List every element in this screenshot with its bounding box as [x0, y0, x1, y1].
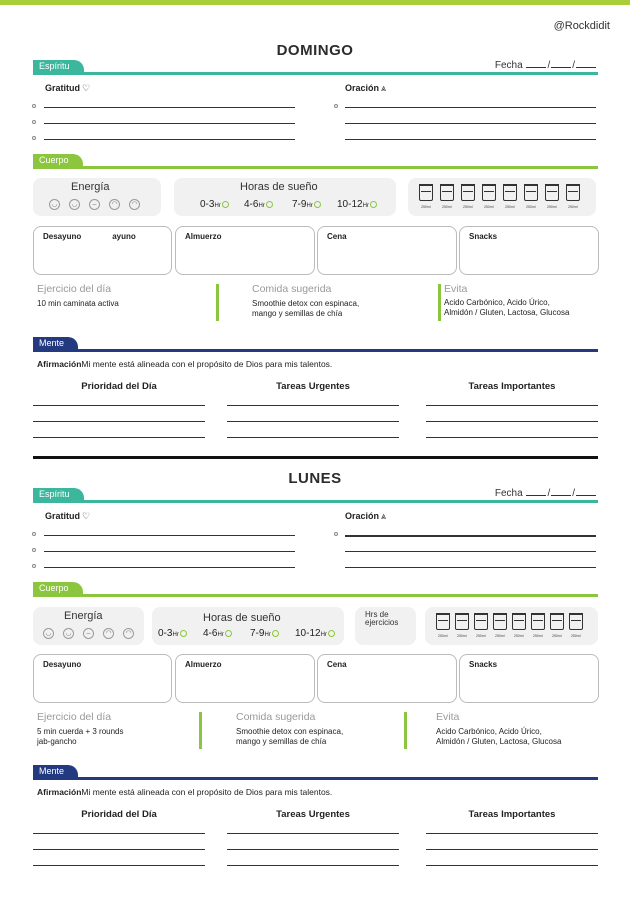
sleep-option-10-12[interactable]: 10-12Hr: [337, 199, 377, 210]
exercise-text: 5 min cuerda + 3 rounds jab-gancho: [37, 727, 124, 746]
meal-suggestion-text: Smoothie detox con espinaca, mango y semillas de chía: [236, 727, 344, 746]
column-separator: [404, 712, 407, 749]
date-label: Fecha: [494, 60, 523, 71]
water-amount-label: 250ml: [438, 634, 448, 638]
sleep-option-10-12[interactable]: 10-12Hr: [295, 628, 335, 639]
radio-circle-icon: [272, 630, 279, 637]
section-tab-espiritu: Espíritu: [33, 488, 84, 501]
gratitude-bullet: [32, 548, 36, 552]
sad-face-icon[interactable]: ◠: [103, 628, 114, 639]
urgent-line[interactable]: [227, 833, 399, 834]
radio-circle-icon: [328, 630, 335, 637]
important-tasks-header: Tareas Importantes: [468, 809, 556, 820]
water-amount-label: 250ml: [568, 205, 578, 209]
gratitude-bullet: [32, 532, 36, 536]
day-title: DOMINGO: [276, 42, 354, 59]
sleep-option-7-9[interactable]: 7-9Hr: [250, 628, 279, 639]
water-amount-label: 250ml: [526, 205, 536, 209]
avoid-title: Evita: [444, 283, 468, 295]
prayer-bullet: [334, 532, 338, 536]
section-line-espiritu: [33, 500, 598, 503]
water-glass-icon[interactable]: [569, 613, 583, 630]
snacks-box[interactable]: [459, 654, 599, 703]
author-handle: @Rockdidit: [553, 20, 610, 32]
water-amount-label: 250ml: [571, 634, 581, 638]
exercise-title: Ejercicio del día: [37, 283, 112, 295]
date-year-blank[interactable]: [576, 488, 596, 496]
water-glass-icon[interactable]: [512, 613, 526, 630]
praying-hands-icon: ⩓: [381, 83, 387, 93]
date-field[interactable]: Fecha / /: [495, 60, 597, 71]
very-sad-face-icon[interactable]: ◠: [129, 199, 140, 210]
breakfast-label: Desayuno ayuno: [43, 232, 136, 241]
day-title: LUNES: [288, 470, 342, 487]
gratitude-line[interactable]: [44, 567, 295, 568]
snacks-label: Snacks: [469, 660, 498, 669]
avoid-text: Acido Carbónico, Acido Úrico, Almidón / Gluten, Lactosa, Glucosa: [444, 298, 570, 317]
exercise-title: Ejercicio del día: [37, 711, 112, 723]
affirmation: AfirmaciónMi mente está alineada con el propósito de Dios para mis talentos.: [37, 787, 333, 797]
section-line-mente: [33, 777, 598, 780]
date-label: Fecha: [494, 488, 523, 499]
prayer-line[interactable]: [345, 535, 596, 537]
water-amount-label: 250ml: [514, 634, 524, 638]
gratitude-line[interactable]: [44, 551, 295, 552]
exercise-text: 10 min caminata activa: [37, 299, 119, 308]
gratitude-bullet: [32, 564, 36, 568]
section-tab-cuerpo: Cuerpo: [33, 154, 83, 167]
water-amount-label: 250ml: [533, 634, 543, 638]
heart-hand-icon: ♡: [82, 83, 91, 93]
radio-circle-icon: [225, 630, 232, 637]
column-separator: [199, 712, 202, 749]
priority-header: Prioridad del Día: [81, 381, 157, 392]
prayer-line[interactable]: [345, 567, 596, 568]
meal-suggestion-text: Smoothie detox con espinaca, mango y semillas de chía: [252, 299, 360, 318]
sleep-option-4-6[interactable]: 4-6Hr: [244, 199, 273, 210]
breakfast-label: Desayuno: [43, 660, 82, 669]
water-glass-icon[interactable]: [474, 613, 488, 630]
section-tab-espiritu: Espíritu: [33, 60, 84, 73]
date-day-blank[interactable]: [526, 488, 546, 496]
date-field[interactable]: Fecha / /: [495, 488, 597, 499]
dinner-label: Cena: [327, 660, 347, 669]
gratitude-line[interactable]: [44, 535, 295, 536]
water-amount-label: 250ml: [505, 205, 515, 209]
water-glass-icon[interactable]: [493, 613, 507, 630]
urgent-line[interactable]: [227, 865, 399, 866]
priority-header: Prioridad del Día: [81, 809, 157, 820]
sleep-label: Horas de sueño: [240, 181, 318, 193]
important-line[interactable]: [426, 849, 598, 850]
lunch-label: Almuerzo: [185, 660, 222, 669]
priority-line[interactable]: [33, 833, 205, 834]
priority-line[interactable]: [33, 865, 205, 866]
section-tab-cuerpo: Cuerpo: [33, 582, 83, 595]
urgent-line[interactable]: [227, 849, 399, 850]
important-tasks-header: Tareas Importantes: [468, 381, 556, 392]
water-amount-label: 250ml: [552, 634, 562, 638]
section-line-cuerpo: [33, 594, 598, 597]
exercise-hours-label: Hrs de ejercicios: [365, 610, 399, 627]
neutral-face-icon[interactable]: –: [89, 199, 100, 210]
heart-hand-icon: ♡: [82, 511, 91, 521]
priority-line[interactable]: [33, 849, 205, 850]
section-tab-mente: Mente: [33, 337, 78, 350]
sleep-option-4-6[interactable]: 4-6Hr: [203, 628, 232, 639]
avoid-title: Evita: [436, 711, 460, 723]
dinner-label: Cena: [327, 232, 347, 241]
energy-label: Energía: [64, 610, 103, 622]
sad-face-icon[interactable]: ◠: [109, 199, 120, 210]
lunch-box[interactable]: [175, 654, 315, 703]
sleep-option-0-3[interactable]: 0-3Hr: [158, 628, 187, 639]
dinner-box[interactable]: [317, 654, 457, 703]
prayer-label: Oración ⩓: [345, 83, 387, 93]
water-amount-label: 250ml: [476, 634, 486, 638]
meal-suggestion-title: Comida sugerida: [236, 711, 316, 723]
sleep-box: [152, 607, 344, 645]
exercise-hours-box[interactable]: [355, 607, 416, 645]
water-amount-label: 250ml: [421, 205, 431, 209]
water-amount-label: 250ml: [547, 205, 557, 209]
water-amount-label: 250ml: [457, 634, 467, 638]
important-line[interactable]: [426, 833, 598, 834]
happy-face-icon[interactable]: ◡: [69, 199, 80, 210]
praying-hands-icon: ⩓: [381, 511, 387, 521]
avoid-text: Acido Carbónico, Acido Úrico, Almidón / Gluten, Lactosa, Glucosa: [436, 727, 562, 746]
snacks-label: Snacks: [469, 232, 498, 241]
very-happy-face-icon[interactable]: ◡: [49, 199, 60, 210]
water-box: [425, 607, 598, 645]
water-amount-label: 250ml: [484, 205, 494, 209]
water-amount-label: 250ml: [463, 205, 473, 209]
water-glass-icon[interactable]: [436, 613, 450, 630]
energy-box: [33, 607, 144, 645]
affirmation: AfirmaciónMi mente está alineada con el propósito de Dios para mis talentos.: [37, 359, 333, 369]
sleep-option-0-3[interactable]: 0-3Hr: [200, 199, 229, 210]
energy-label: Energía: [71, 181, 110, 193]
date-month-blank[interactable]: [551, 488, 571, 496]
very-sad-face-icon[interactable]: ◠: [123, 628, 134, 639]
gratitude-label: Gratitud ♡: [45, 83, 91, 93]
urgent-tasks-header: Tareas Urgentes: [276, 809, 350, 820]
meal-suggestion-title: Comida sugerida: [252, 283, 332, 295]
water-glass-icon[interactable]: [550, 613, 564, 630]
very-happy-face-icon[interactable]: ◡: [43, 628, 54, 639]
happy-face-icon[interactable]: ◡: [63, 628, 74, 639]
water-amount-label: 250ml: [495, 634, 505, 638]
lunch-label: Almuerzo: [185, 232, 222, 241]
gratitude-label: Gratitud ♡: [45, 511, 91, 521]
sleep-label: Horas de sueño: [203, 612, 281, 624]
sleep-option-7-9[interactable]: 7-9Hr: [292, 199, 321, 210]
breakfast-box[interactable]: [33, 654, 172, 703]
neutral-face-icon[interactable]: –: [83, 628, 94, 639]
section-tab-mente: Mente: [33, 765, 78, 778]
radio-circle-icon: [180, 630, 187, 637]
prayer-line[interactable]: [345, 551, 596, 552]
water-glass-icon[interactable]: [531, 613, 545, 630]
water-glass-icon[interactable]: [455, 613, 469, 630]
water-amount-label: 250ml: [442, 205, 452, 209]
prayer-label: Oración ⩓: [345, 511, 387, 521]
important-line[interactable]: [426, 865, 598, 866]
urgent-tasks-header: Tareas Urgentes: [276, 381, 350, 392]
